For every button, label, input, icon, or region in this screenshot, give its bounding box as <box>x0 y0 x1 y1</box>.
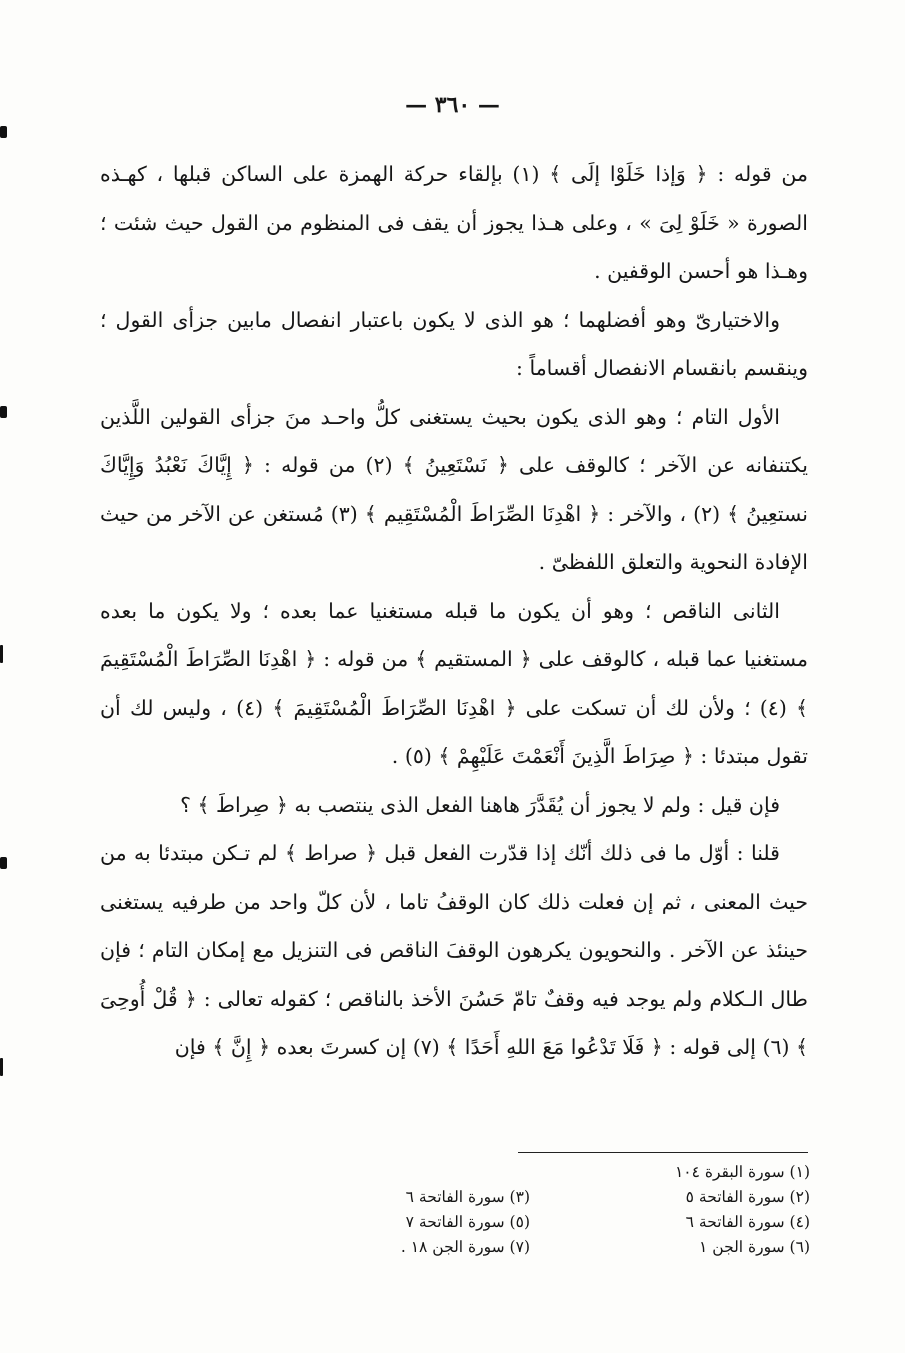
footnotes-right-column <box>530 1160 810 1260</box>
footnote-4: (٤) سورة الفاتحة ٦ <box>685 1213 810 1231</box>
binding-mark <box>0 406 7 418</box>
footnote-divider <box>518 1152 808 1153</box>
footnote-1: (١) سورة البقرة ١٠٤ <box>674 1163 810 1181</box>
paragraph-2: والاختيارىّ وهو أفضلهما ؛ هو الذى لا يكون باعتبار انفصال مابين جزأى القول ؛ وينقسم بانقسام الانفصال أقساماً : <box>100 307 808 380</box>
footnote-7: (٧) سورة الجن ١٨ . <box>400 1238 530 1256</box>
footnote-6: (٦) سورة الجن ١ <box>699 1238 810 1256</box>
footnote-5: (٥) سورة الفاتحة ٧ <box>405 1213 530 1231</box>
paragraph-3: الأول التام ؛ وهو الذى يكون بحيث يستغنى كلُّ واحـد منَ جزأى القولين اللَّذين يكتنفانه عن الآخر ؛ كالوقف على ﴿ نَسْتَعِينُ ﴾ (٢) من قوله : ﴿ إِيَّاكَ نَعْبُدُ وَإِيَّاكَ نستعِينُ ﴾ (٢) ، والآخر : ﴿ اهْدِنَا الصِّرَاطَ الْمُسْتَقِيم ﴾ (٣) مُستغن عن الآخر من حيث الإفادة النحوية والتعلق اللفظىّ . <box>100 404 808 574</box>
binding-mark <box>0 1058 3 1076</box>
paragraph-4: الثانى الناقص ؛ وهو أن يكون ما قبله مستغنيا عما بعده ؛ ولا يكون ما بعده مستغنيا عما قبله ، كالوقف على ﴿ المستقيم ﴾ من قوله : ﴿ اهْدِنَا الصِّرَاطَ الْمُسْتَقِيمَ ﴾ (٤) ؛ ولأن لك أن تسكت على ﴿ اهْدِنَا الصِّرَاطَ الْمُسْتَقِيمَ ﴾ (٤) ، وليس لك أن تقول مبتدئا : ﴿ صِرَاطَ الَّذِينَ أَنْعَمْتَ عَلَيْهِمْ ﴾ (٥) . <box>100 598 809 768</box>
footnote-2: (٢) سورة الفاتحة ٥ <box>685 1188 810 1206</box>
paragraph-6: قلنا : أوّل ما فى ذلك أنّك إذا قدّرت الفعل قبل ﴿ صراط ﴾ لم تـكن مبتدئا به من حيث المعنى ، ثم إن فعلت ذلك كان الوقفُ تاما ، لأن كلّ واحد من طرفيه يستغنى حينئذ عن الآخر . والنحويون يكرهون الوقفَ الناقص فى التنزيل مع إمكان التام ؛ فإن طال الـكلام ولم يوجد فيه وقفٌ تامّ حَسُنَ الأخذ بالناقص ؛ كقوله تعالى : ﴿ قُلْ أُوحِىَ ﴾ (٦) إلى قوله : ﴿ فَلَا تَدْعُوا مَعَ اللهِ أَحَدًا ﴾ (٧) إن كسرتَ بعده ﴿ إِنَّ ﴾ فإن <box>100 841 808 1059</box>
binding-mark <box>0 645 3 663</box>
footnotes-left-column <box>250 1160 530 1260</box>
main-text <box>100 150 808 1072</box>
page-number: — ٣٦٠ — <box>405 92 500 118</box>
paragraph-5: فإن قيل : ولم لا يجوز أن يُقَدَّرَ هاهنا الفعل الذى ينتصب به ﴿ صِراطَ ﴾ ؟ <box>180 792 780 817</box>
paragraph-1: من قوله : ﴿ وَإذا خَلَوْا إلَى ﴾ (١) بإلقاء حركة الهمزة على الساكن قبلها ، كهـذه الصورة « خَلَوْ لِىَ » ، وعلى هـذا يجوز أن يقف فى المنظوم من القول حيث شئت ؛ وهـذا هو أحسن الوقفين . <box>100 162 808 283</box>
binding-mark <box>0 857 7 869</box>
footnotes <box>250 1160 810 1260</box>
binding-mark <box>0 126 7 138</box>
footnote-3: (٣) سورة الفاتحة ٦ <box>405 1188 530 1206</box>
